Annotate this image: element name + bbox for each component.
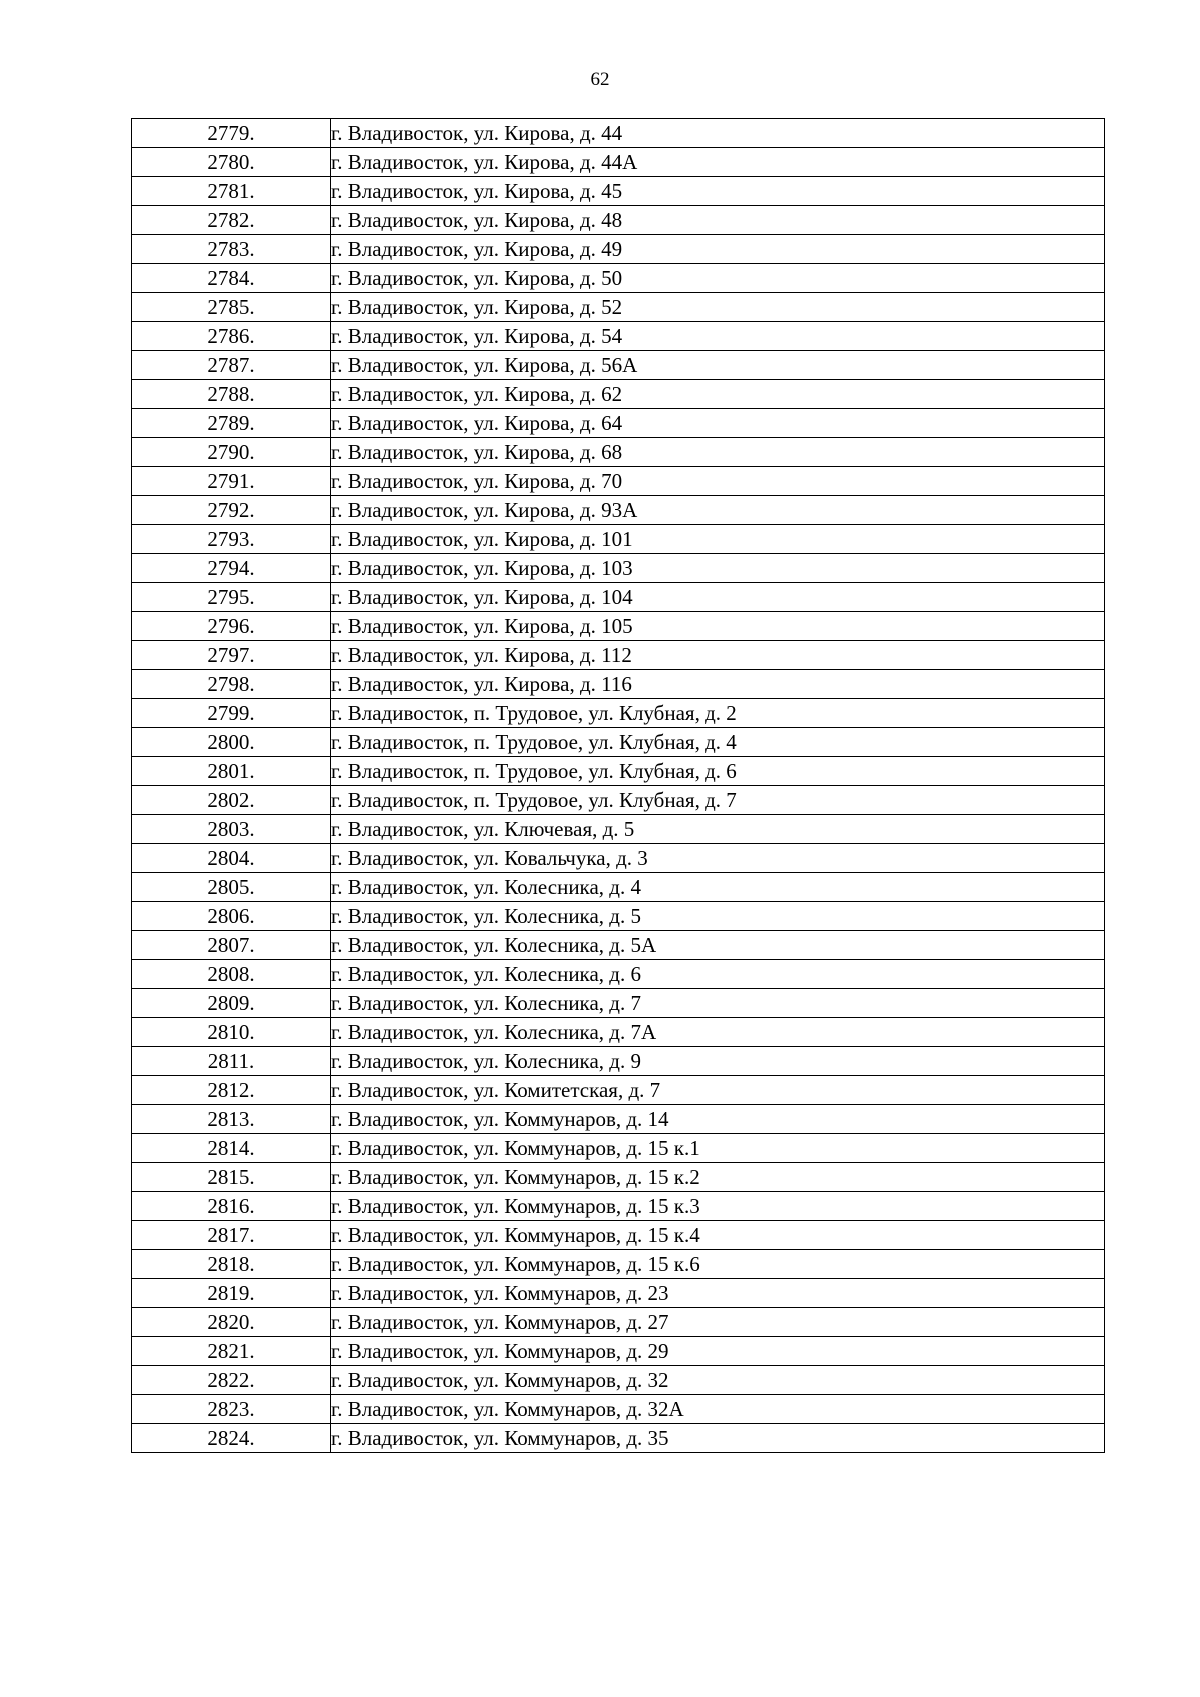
- address-cell: г. Владивосток, ул. Кирова, д. 48: [331, 206, 1105, 235]
- address-cell: г. Владивосток, ул. Коммунаров, д. 15 к.1: [331, 1134, 1105, 1163]
- table-row: [132, 1105, 1105, 1134]
- address-cell: г. Владивосток, ул. Коммунаров, д. 27: [331, 1308, 1105, 1337]
- address-cell: г. Владивосток, ул. Колесника, д. 7: [331, 989, 1105, 1018]
- address-cell: г. Владивосток, ул. Кирова, д. 104: [331, 583, 1105, 612]
- table-row: [132, 815, 1105, 844]
- address-cell: г. Владивосток, ул. Кирова, д. 70: [331, 467, 1105, 496]
- row-number-cell: 2798.: [132, 670, 331, 699]
- address-cell: г. Владивосток, ул. Кирова, д. 105: [331, 612, 1105, 641]
- address-cell: г. Владивосток, ул. Коммунаров, д. 14: [331, 1105, 1105, 1134]
- address-cell: г. Владивосток, ул. Коммунаров, д. 29: [331, 1337, 1105, 1366]
- table-row: [132, 728, 1105, 757]
- row-number-cell: 2808.: [132, 960, 331, 989]
- address-cell: г. Владивосток, ул. Ключевая, д. 5: [331, 815, 1105, 844]
- row-number-cell: 2800.: [132, 728, 331, 757]
- table-row: [132, 438, 1105, 467]
- address-cell: г. Владивосток, ул. Колесника, д. 4: [331, 873, 1105, 902]
- row-number-cell: 2809.: [132, 989, 331, 1018]
- row-number-cell: 2805.: [132, 873, 331, 902]
- table-row: [132, 1018, 1105, 1047]
- address-cell: г. Владивосток, ул. Коммунаров, д. 15 к.3: [331, 1192, 1105, 1221]
- row-number-cell: 2783.: [132, 235, 331, 264]
- address-cell: г. Владивосток, ул. Коммунаров, д. 32А: [331, 1395, 1105, 1424]
- row-number-cell: 2810.: [132, 1018, 331, 1047]
- row-number-cell: 2802.: [132, 786, 331, 815]
- row-number-cell: 2813.: [132, 1105, 331, 1134]
- address-cell: г. Владивосток, ул. Кирова, д. 44: [331, 119, 1105, 148]
- address-cell: г. Владивосток, п. Трудовое, ул. Клубная, д. 4: [331, 728, 1105, 757]
- address-cell: г. Владивосток, ул. Коммунаров, д. 15 к.6: [331, 1250, 1105, 1279]
- table-row: [132, 554, 1105, 583]
- row-number-cell: 2820.: [132, 1308, 331, 1337]
- table-row: [132, 873, 1105, 902]
- row-number-cell: 2816.: [132, 1192, 331, 1221]
- table-row: [132, 583, 1105, 612]
- table-row: [132, 496, 1105, 525]
- row-number-cell: 2806.: [132, 902, 331, 931]
- table-row: [132, 1308, 1105, 1337]
- address-cell: г. Владивосток, ул. Кирова, д. 56А: [331, 351, 1105, 380]
- row-number-cell: 2793.: [132, 525, 331, 554]
- table-row: [132, 1076, 1105, 1105]
- address-table: [131, 118, 1105, 1453]
- table-row: [132, 409, 1105, 438]
- row-number-cell: 2781.: [132, 177, 331, 206]
- table-row: [132, 322, 1105, 351]
- address-cell: г. Владивосток, ул. Кирова, д. 62: [331, 380, 1105, 409]
- row-number-cell: 2817.: [132, 1221, 331, 1250]
- row-number-cell: 2812.: [132, 1076, 331, 1105]
- address-cell: г. Владивосток, ул. Колесника, д. 7А: [331, 1018, 1105, 1047]
- table-row: [132, 844, 1105, 873]
- address-cell: г. Владивосток, ул. Кирова, д. 101: [331, 525, 1105, 554]
- row-number-cell: 2811.: [132, 1047, 331, 1076]
- row-number-cell: 2803.: [132, 815, 331, 844]
- address-cell: г. Владивосток, ул. Кирова, д. 44А: [331, 148, 1105, 177]
- row-number-cell: 2789.: [132, 409, 331, 438]
- row-number-cell: 2790.: [132, 438, 331, 467]
- address-cell: г. Владивосток, ул. Коммунаров, д. 23: [331, 1279, 1105, 1308]
- address-cell: г. Владивосток, ул. Кирова, д. 54: [331, 322, 1105, 351]
- table-row: [132, 177, 1105, 206]
- table-row: [132, 525, 1105, 554]
- table-row: [132, 1279, 1105, 1308]
- address-cell: г. Владивосток, ул. Ковальчука, д. 3: [331, 844, 1105, 873]
- row-number-cell: 2815.: [132, 1163, 331, 1192]
- table-row: [132, 1163, 1105, 1192]
- address-cell: г. Владивосток, ул. Коммунаров, д. 35: [331, 1424, 1105, 1453]
- address-cell: г. Владивосток, ул. Комитетская, д. 7: [331, 1076, 1105, 1105]
- table-row: [132, 641, 1105, 670]
- address-cell: г. Владивосток, ул. Кирова, д. 45: [331, 177, 1105, 206]
- row-number-cell: 2787.: [132, 351, 331, 380]
- table-row: [132, 264, 1105, 293]
- table-row: [132, 119, 1105, 148]
- table-row: [132, 699, 1105, 728]
- row-number-cell: 2807.: [132, 931, 331, 960]
- table-row: [132, 293, 1105, 322]
- address-cell: г. Владивосток, ул. Кирова, д. 116: [331, 670, 1105, 699]
- address-cell: г. Владивосток, ул. Коммунаров, д. 32: [331, 1366, 1105, 1395]
- row-number-cell: 2797.: [132, 641, 331, 670]
- row-number-cell: 2780.: [132, 148, 331, 177]
- row-number-cell: 2779.: [132, 119, 331, 148]
- address-cell: г. Владивосток, ул. Кирова, д. 68: [331, 438, 1105, 467]
- address-cell: г. Владивосток, ул. Колесника, д. 5А: [331, 931, 1105, 960]
- table-row: [132, 467, 1105, 496]
- row-number-cell: 2786.: [132, 322, 331, 351]
- table-row: [132, 148, 1105, 177]
- row-number-cell: 2792.: [132, 496, 331, 525]
- address-cell: г. Владивосток, ул. Кирова, д. 93А: [331, 496, 1105, 525]
- row-number-cell: 2819.: [132, 1279, 331, 1308]
- address-cell: г. Владивосток, п. Трудовое, ул. Клубная, д. 6: [331, 757, 1105, 786]
- address-cell: г. Владивосток, ул. Кирова, д. 49: [331, 235, 1105, 264]
- row-number-cell: 2823.: [132, 1395, 331, 1424]
- address-cell: г. Владивосток, ул. Кирова, д. 52: [331, 293, 1105, 322]
- row-number-cell: 2782.: [132, 206, 331, 235]
- address-cell: г. Владивосток, п. Трудовое, ул. Клубная, д. 2: [331, 699, 1105, 728]
- table-row: [132, 1366, 1105, 1395]
- address-cell: г. Владивосток, ул. Колесника, д. 5: [331, 902, 1105, 931]
- table-row: [132, 786, 1105, 815]
- row-number-cell: 2788.: [132, 380, 331, 409]
- table-row: [132, 380, 1105, 409]
- table-row: [132, 902, 1105, 931]
- address-table-body: [132, 119, 1105, 1453]
- row-number-cell: 2794.: [132, 554, 331, 583]
- row-number-cell: 2804.: [132, 844, 331, 873]
- row-number-cell: 2822.: [132, 1366, 331, 1395]
- address-cell: г. Владивосток, ул. Коммунаров, д. 15 к.2: [331, 1163, 1105, 1192]
- table-row: [132, 1221, 1105, 1250]
- table-row: [132, 351, 1105, 380]
- page-number: 62: [590, 69, 610, 90]
- row-number-cell: 2801.: [132, 757, 331, 786]
- table-row: [132, 989, 1105, 1018]
- table-row: [132, 612, 1105, 641]
- table-row: [132, 206, 1105, 235]
- table-row: [132, 1337, 1105, 1366]
- row-number-cell: 2796.: [132, 612, 331, 641]
- address-cell: г. Владивосток, ул. Кирова, д. 112: [331, 641, 1105, 670]
- table-row: [132, 1395, 1105, 1424]
- table-row: [132, 670, 1105, 699]
- row-number-cell: 2795.: [132, 583, 331, 612]
- table-row: [132, 1134, 1105, 1163]
- row-number-cell: 2791.: [132, 467, 331, 496]
- address-cell: г. Владивосток, ул. Колесника, д. 9: [331, 1047, 1105, 1076]
- row-number-cell: 2824.: [132, 1424, 331, 1453]
- table-row: [132, 235, 1105, 264]
- address-cell: г. Владивосток, ул. Коммунаров, д. 15 к.4: [331, 1221, 1105, 1250]
- row-number-cell: 2821.: [132, 1337, 331, 1366]
- address-cell: г. Владивосток, ул. Кирова, д. 103: [331, 554, 1105, 583]
- row-number-cell: 2784.: [132, 264, 331, 293]
- table-row: [132, 1192, 1105, 1221]
- table-row: [132, 1250, 1105, 1279]
- table-row: [132, 931, 1105, 960]
- address-cell: г. Владивосток, ул. Колесника, д. 6: [331, 960, 1105, 989]
- address-cell: г. Владивосток, ул. Кирова, д. 50: [331, 264, 1105, 293]
- row-number-cell: 2799.: [132, 699, 331, 728]
- table-row: [132, 1424, 1105, 1453]
- row-number-cell: 2818.: [132, 1250, 331, 1279]
- table-row: [132, 757, 1105, 786]
- row-number-cell: 2814.: [132, 1134, 331, 1163]
- table-row: [132, 1047, 1105, 1076]
- row-number-cell: 2785.: [132, 293, 331, 322]
- table-row: [132, 960, 1105, 989]
- address-cell: г. Владивосток, п. Трудовое, ул. Клубная, д. 7: [331, 786, 1105, 815]
- address-cell: г. Владивосток, ул. Кирова, д. 64: [331, 409, 1105, 438]
